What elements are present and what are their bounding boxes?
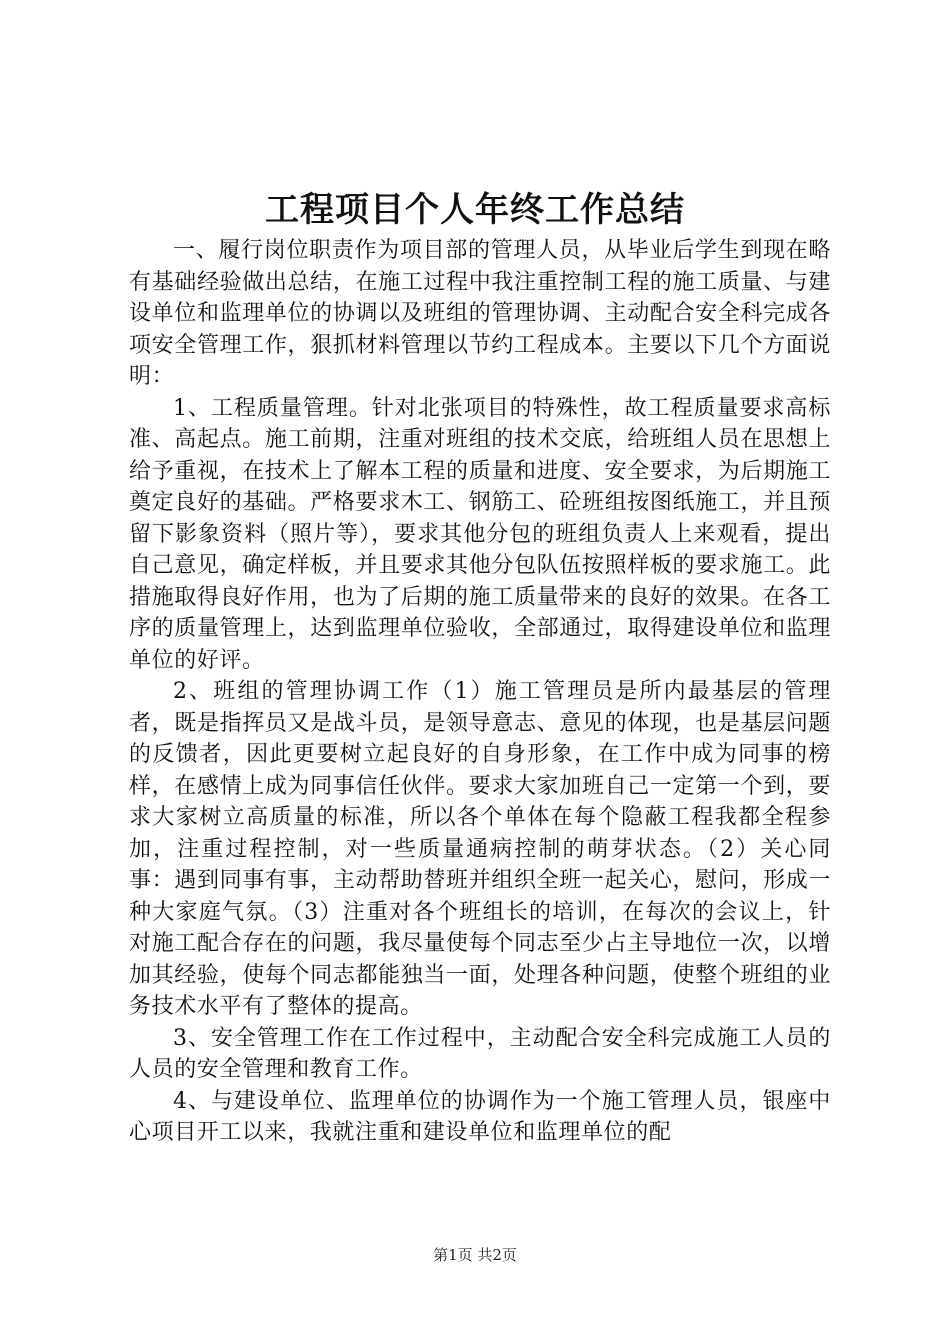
page-number-footer: 第1页 共2页 bbox=[433, 1246, 517, 1264]
document-body bbox=[129, 235, 831, 1149]
paragraph-team-coordination: 2、班组的管理协调工作（1）施工管理员是所内最基层的管理者，既是指挥员又是战斗员，是领导意志、意见的体现，也是基层问题的反馈者，因此更要树立起良好的自身形象，在工作中成为同事的榜样，在感情上成为同事信任伙伴。要求大家加班自己一定第一个到，要求大家树立高质量的标准，所以各个单体在每个隐蔽工程我都全程参加，注重过程控制，对一些质量通病控制的萌芽状态。（2）关心同事：遇到同事有事，主动帮助替班并组织全班一起关心，慰问，形成一种大家庭气氛。（3）注重对各个班组长的培训，在每次的会议上，针对施工配合存在的问题，我尽量使每个同志至少占主导地位一次，以增加其经验，使每个同志都能独当一面，处理各种问题，使整个班组的业务技术水平有了整体的提高。 bbox=[129, 679, 831, 1019]
document-title: 工程项目个人年终工作总结 bbox=[265, 190, 685, 230]
paragraph-safety-management: 3、安全管理工作在工作过程中，主动配合安全科完成施工人员的人员的安全管理和教育工作。 bbox=[129, 1025, 831, 1082]
paragraph-client-coordination: 4、与建设单位、监理单位的协调作为一个施工管理人员，银座中心项目开工以来，我就注重和建设单位和监理单位的配 bbox=[129, 1088, 831, 1145]
paragraph-intro: 一、履行岗位职责作为项目部的管理人员，从毕业后学生到现在略有基础经验做出总结，在施工过程中我注重控制工程的施工质量、与建设单位和监理单位的协调以及班组的管理协调、主动配合安全科完成各项安全管理工作，狠抓材料管理以节约工程成本。主要以下几个方面说明： bbox=[129, 238, 831, 389]
paragraph-quality-management: 1、工程质量管理。针对北张项目的特殊性，故工程质量要求高标准、高起点。施工前期，注重对班组的技术交底，给班组人员在思想上给予重视，在技术上了解本工程的质量和进度、安全要求，为后期施工奠定良好的基础。严格要求木工、钢筋工、砼班组按图纸施工，并且预留下影象资料（照片等），要求其他分包的班组负责人上来观看，提出自己意见，确定样板，并且要求其他分包队伍按照样板的要求施工。此措施取得良好作用，也为了后期的施工质量带来的良好的效果。在各工序的质量管理上，达到监理单位验收，全部通过，取得建设单位和监理单位的好评。 bbox=[129, 395, 831, 673]
